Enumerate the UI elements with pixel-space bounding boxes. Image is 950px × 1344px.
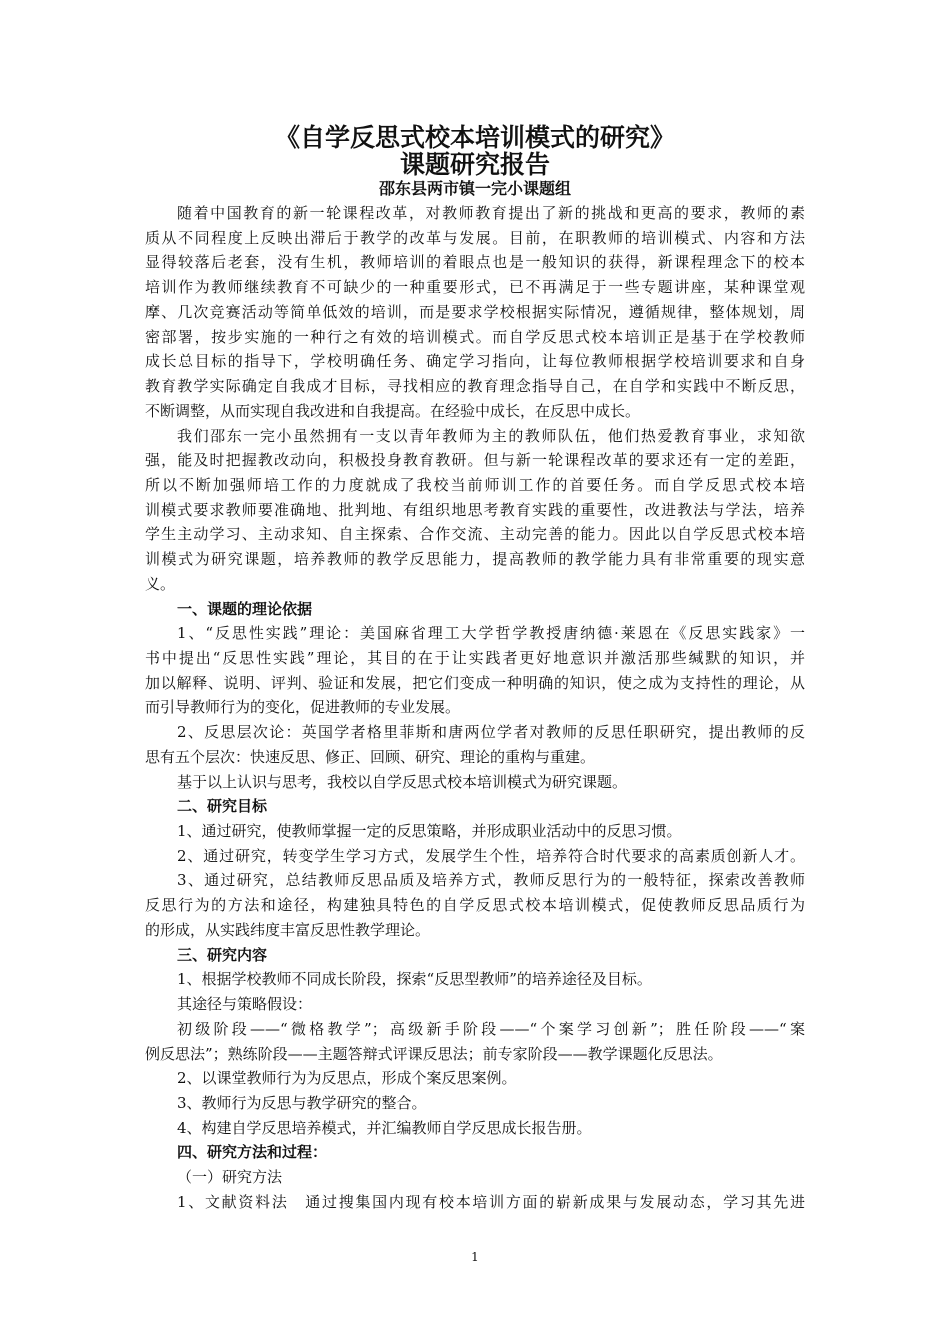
section-heading: 二、研究目标 [177,797,268,816]
section-heading: 一、课题的理论依据 [177,599,313,618]
body-text-line: 1、根据学校教师不同成长阶段，探索“反思型教师”的培养途径及目标。 [177,970,652,989]
body-text-line: 我们邵东一完小虽然拥有一支以青年教师为主的教师队伍，他们热爱教育事业，求知欲 [177,426,805,445]
body-text-line: 所以不断加强师培工作的力度就成了我校当前师训工作的首要任务。而自学反思式校本培 [145,475,805,494]
body-text-line: 2、通过研究，转变学生学习方式，发展学生个性，培养符合时代要求的高素质创新人才。 [177,846,805,865]
body-text-line: 书中提出“反思性实践”理论，其目的在于让实践者更好地意识并激活那些缄默的知识，并 [145,649,805,667]
document-author: 邵东县两市镇一完小课题组 [378,179,571,198]
body-text-line: 随着中国教育的新一轮课程改革，对教师教育提出了新的挑战和更高的要求，教师的素 [177,204,805,222]
body-text-line: 学生主动学习、主动求知、自主探索、合作交流、主动完善的能力。因此以自学反思式校本培 [145,525,805,544]
body-text-line: 密部署，按步实施的一种行之有效的培训模式。而自学反思式校本培训正是基于在学校教师 [145,327,805,346]
body-text-line: 培训作为教师继续教育不可缺少的一种重要形式，已不再满足于一些专题讲座，某种课堂观 [145,278,805,297]
body-text-line: 加以解释、说明、评判、验证和发展，把它们变成一种明确的知识，使之成为支持性的理论，从 [145,673,805,692]
body-text-line: 2、以课堂教师行为为反思点，形成个案反思案例。 [177,1069,517,1088]
body-text-line: 3、教师行为反思与教学研究的整合。 [177,1093,427,1112]
body-text-line: 1、文献资料法 通过搜集国内现有校本培训方面的崭新成果与发展动态，学习其先进 [177,1192,805,1211]
body-text-line: 显得较落后老套，没有生机，教师培训的着眼点也是一般知识的获得，新课程理念下的校本 [145,253,805,272]
section-heading: 三、研究内容 [177,945,268,964]
document-title: 《自学反思式校本培训模式的研究》 [274,123,675,152]
body-text-line: 的形成，从实践纬度丰富反思性教学理论。 [145,920,431,939]
body-text-line: 摩、几次竞赛活动等简单低效的培训，而是要求学校根据实际情况，遵循规律，整体规划，周 [145,302,805,321]
body-text-line: 例反思法”；熟练阶段——主题答辩式评课反思法；前专家阶段——教学课题化反思法。 [145,1044,723,1063]
document-subtitle: 课题研究报告 [399,150,550,179]
section-heading: 四、研究方法和过程： [177,1143,328,1162]
body-text-line: 反思行为的方法和途径，构建独具特色的自学反思式校本培训模式，促使教师反思品质行为 [145,896,805,915]
body-text-line: 3、通过研究，总结教师反思品质及培养方式，教师反思行为的一般特征，探索改善教师 [177,871,805,890]
body-text-line: 1、“反思性实践”理论：美国麻省理工大学哲学教授唐纳德·莱恩在《反思实践家》一 [177,624,805,643]
body-text-line: 思有五个层次：快速反思、修正、回顾、研究、理论的重构与重建。 [145,747,596,766]
body-text-line: 2、反思层次论：英国学者格里菲斯和唐两位学者对教师的反思任职研究，提出教师的反 [177,723,805,742]
body-text-line: 训模式为研究课题，培养教师的教学反思能力，提高教师的教学能力具有非常重要的现实意 [145,550,805,569]
body-text-line: 其途径与策略假设： [177,995,313,1013]
body-text-line: 基于以上认识与思考，我校以自学反思式校本培训模式为研究课题。 [177,772,628,791]
body-text-line: 教育教学实际确定自我成才目标，寻找相应的教育理念指导自己，在自学和实践中不断反思， [145,377,805,395]
body-text-line: （一）研究方法 [177,1168,283,1187]
body-text-line: 4、构建自学反思培养模式，并汇编教师自学反思成长报告册。 [177,1118,592,1137]
body-text-line: 强，能及时把握教改动向，积极投身教育教研。但与新一轮课程改革的要求还有一定的差距， [145,451,805,470]
body-text-line: 质从不同程度上反映出滞后于教学的改革与发展。目前，在职教师的培训模式、内容和方法 [145,228,805,247]
body-text-line: 1、通过研究，使教师掌握一定的反思策略，并形成职业活动中的反思习惯。 [177,822,682,840]
body-text-line: 成长总目标的指导下，学校明确任务、确定学习指向，让每位教师根据学校培训要求和自身 [145,352,805,371]
body-text-line: 义。 [145,574,176,593]
page-number: 1 [471,1250,479,1264]
body-text-line: 而引导教师行为的变化，促进教师的专业发展。 [145,698,461,717]
body-text-line: 不断调整，从而实现自我改进和自我提高。在经验中成长，在反思中成长。 [145,401,641,420]
body-text-line: 训模式要求教师要准确地、批判地、有组织地思考教育实践的重要性，改进教法与学法，培养 [145,500,805,519]
body-text-line: 初级阶段——“微格教学”；高级新手阶段——“个案学习创新”；胜任阶段——“案 [177,1019,805,1038]
